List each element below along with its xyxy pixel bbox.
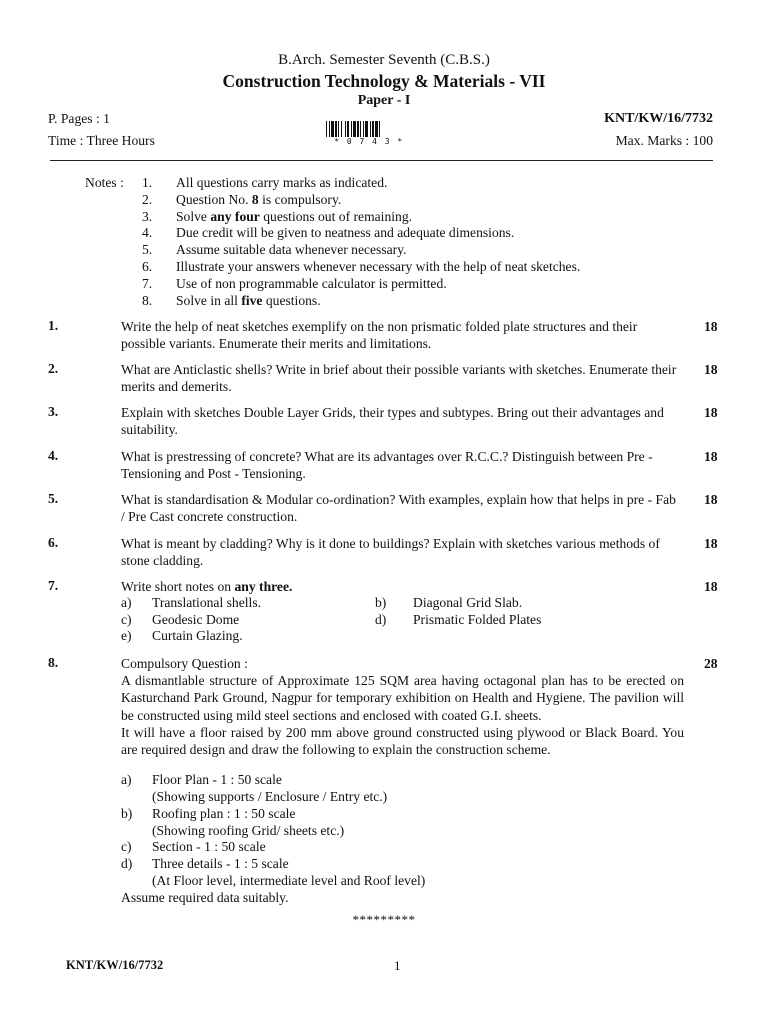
sub-item-detail: (Showing roofing Grid/ sheets etc.) <box>152 823 345 838</box>
subject-title: Construction Technology & Materials - VII <box>222 71 546 91</box>
barcode-bar <box>345 121 346 137</box>
note-item <box>142 209 412 226</box>
option-text: Curtain Glazing. <box>152 628 243 643</box>
note-text: Assume suitable data whenever necessary. <box>176 242 407 257</box>
question-number: 3. <box>48 404 59 419</box>
question-heading: Compulsory Question : <box>121 656 248 671</box>
barcode-bar <box>335 121 337 137</box>
question-number: 6. <box>48 535 59 550</box>
question-number: 2. <box>48 361 59 376</box>
note-number: 6. <box>142 259 153 274</box>
sub-item-text: Section - 1 : 50 scale <box>152 839 266 854</box>
barcode <box>326 121 412 137</box>
barcode-bar <box>329 121 330 137</box>
question-number: 4. <box>48 448 59 463</box>
footer-paper-code: KNT/KW/16/7732 <box>66 958 164 972</box>
sub-item-label: a) <box>121 772 132 787</box>
sub-item-b <box>121 806 295 822</box>
barcode-bar <box>357 121 359 137</box>
option-text: Geodesic Dome <box>152 612 240 627</box>
barcode-bar <box>363 121 364 137</box>
question-text: What is prestressing of concrete? What are its advantages over R.C.C.? Distinguish between Pre - Tensioning and Post - Tensioning. <box>121 449 653 482</box>
question-number: 8. <box>48 655 59 670</box>
note-text: questions. <box>262 293 321 308</box>
page-number: 1 <box>394 958 401 973</box>
note-item <box>142 259 580 276</box>
option-label: b) <box>375 595 387 610</box>
option-d <box>375 612 541 628</box>
note-number: 5. <box>142 242 153 257</box>
option-c <box>121 612 239 628</box>
question-marks: 18 <box>704 319 718 334</box>
barcode-bar <box>375 121 378 137</box>
note-item <box>142 276 447 293</box>
question-text-part: Write short notes on <box>121 579 235 594</box>
barcode-bar <box>360 121 361 137</box>
sub-item-label: c) <box>121 839 132 854</box>
note-text: Illustrate your answers whenever necessary with the help of neat sketches. <box>176 259 581 274</box>
paper-code: KNT/KW/16/7732 <box>604 111 713 126</box>
question-marks: 18 <box>704 405 718 420</box>
question-text <box>121 655 684 758</box>
note-emphasis: five <box>241 293 263 308</box>
question-marks: 28 <box>704 656 718 671</box>
note-number: 8. <box>142 293 153 308</box>
barcode-number: * 0 7 4 3 * <box>334 137 404 146</box>
sub-item-a <box>121 772 282 788</box>
question-emphasis: any three. <box>234 579 293 594</box>
note-item <box>142 225 514 242</box>
note-text: Use of non programmable calculator is permitted. <box>176 276 447 291</box>
note-emphasis: any four <box>210 209 260 224</box>
option-label: d) <box>375 612 387 627</box>
note-number: 7. <box>142 276 153 291</box>
note-text: is compulsory. <box>258 192 342 207</box>
barcode-bar <box>353 121 356 137</box>
sub-item-label: d) <box>121 856 133 871</box>
question-marks: 18 <box>704 536 718 551</box>
note-item <box>142 293 321 310</box>
option-text: Diagonal Grid Slab. <box>413 595 523 610</box>
note-number: 3. <box>142 209 153 224</box>
exam-time: Time : Three Hours <box>48 133 155 148</box>
barcode-bar <box>372 121 374 137</box>
note-number: 4. <box>142 225 153 240</box>
note-number: 1. <box>142 175 153 190</box>
question-marks: 18 <box>704 492 718 507</box>
question-text: What is standardisation & Modular co-ordination? With examples, explain how that helps in pre - Fab / Pre Cast concrete construction. <box>121 492 676 525</box>
sub-item-text: Three details - 1 : 5 scale <box>152 856 289 871</box>
barcode-bar <box>351 121 352 137</box>
question-number: 5. <box>48 491 59 506</box>
course-title: B.Arch. Semester Seventh (C.B.S.) <box>278 52 490 68</box>
question-text: Write the help of neat sketches exemplify on the non prismatic folded plate structures and their possible variants. Enumerate their merits and limitations. <box>121 319 638 352</box>
note-number: 2. <box>142 192 153 207</box>
question-number: 7. <box>48 578 59 593</box>
sub-item-c <box>121 839 266 855</box>
option-text: Translational shells. <box>152 595 262 610</box>
sub-item-text: Floor Plan - 1 : 50 scale <box>152 772 282 787</box>
barcode-bar <box>326 121 327 137</box>
question-paragraph: It will have a floor raised by 200 mm above ground constructed using plywood or Black Board. You are required design and draw the following to explain the construction scheme. <box>121 724 684 758</box>
option-b <box>375 595 522 611</box>
note-item <box>142 192 341 209</box>
page-count: P. Pages : 1 <box>48 111 110 126</box>
note-text: Solve in all <box>176 293 242 308</box>
option-label: c) <box>121 612 132 627</box>
question-text: What are Anticlastic shells? Write in brief about their possible variants with sketches. Enumerate their merits and demerits. <box>121 362 677 395</box>
question-marks: 18 <box>704 579 718 594</box>
note-text: Due credit will be given to neatness and adequate dimensions. <box>176 225 515 240</box>
barcode-bar <box>365 121 368 137</box>
option-text: Prismatic Folded Plates <box>413 612 542 627</box>
header-divider <box>50 160 713 161</box>
paper-number: Paper - I <box>357 93 411 108</box>
question-text: What is meant by cladding? Why is it done to buildings? Explain with sketches various methods of stone cladding. <box>121 536 660 569</box>
barcode-bar <box>370 121 371 137</box>
note-item <box>142 175 387 192</box>
option-a <box>121 595 261 611</box>
option-label: a) <box>121 595 132 610</box>
option-e <box>121 628 243 644</box>
end-marker: ********* <box>352 912 416 927</box>
barcode-bar <box>379 121 380 137</box>
max-marks: Max. Marks : 100 <box>615 133 713 148</box>
note-item <box>142 242 407 259</box>
note-emphasis: 8 <box>251 192 259 207</box>
question-marks: 18 <box>704 362 718 377</box>
question-number: 1. <box>48 318 59 333</box>
notes-label: Notes : <box>85 175 124 190</box>
sub-item-detail: (At Floor level, intermediate level and Roof level) <box>152 873 426 888</box>
barcode-bar <box>341 121 342 137</box>
question-marks: 18 <box>704 449 718 464</box>
option-label: e) <box>121 628 132 643</box>
barcode-bar <box>331 121 334 137</box>
sub-item-text: Roofing plan : 1 : 50 scale <box>152 806 296 821</box>
sub-item-d <box>121 856 289 872</box>
sub-item-label: b) <box>121 806 133 821</box>
note-text: All questions carry marks as indicated. <box>176 175 388 190</box>
question-paragraph: A dismantlable structure of Approximate 125 SQM area having octagonal plan has to be erected on Kasturchand Park Ground, Nagpur for temporary exhibition on Health and Hygiene. The pavilion will be constructed using mild steel sections and enclosed with coated G.I. sheets. <box>121 673 684 723</box>
question-text <box>121 578 679 595</box>
question-text: Explain with sketches Double Layer Grids, their types and subtypes. Bring out their advantages and suitability. <box>121 405 664 438</box>
note-text: Solve <box>176 209 211 224</box>
barcode-bar <box>338 121 339 137</box>
closing-note: Assume required data suitably. <box>121 890 289 905</box>
barcode-bar <box>347 121 349 137</box>
note-text: Question No. <box>176 192 252 207</box>
sub-item-detail: (Showing supports / Enclosure / Entry etc.) <box>152 789 388 804</box>
note-text: questions out of remaining. <box>259 209 413 224</box>
